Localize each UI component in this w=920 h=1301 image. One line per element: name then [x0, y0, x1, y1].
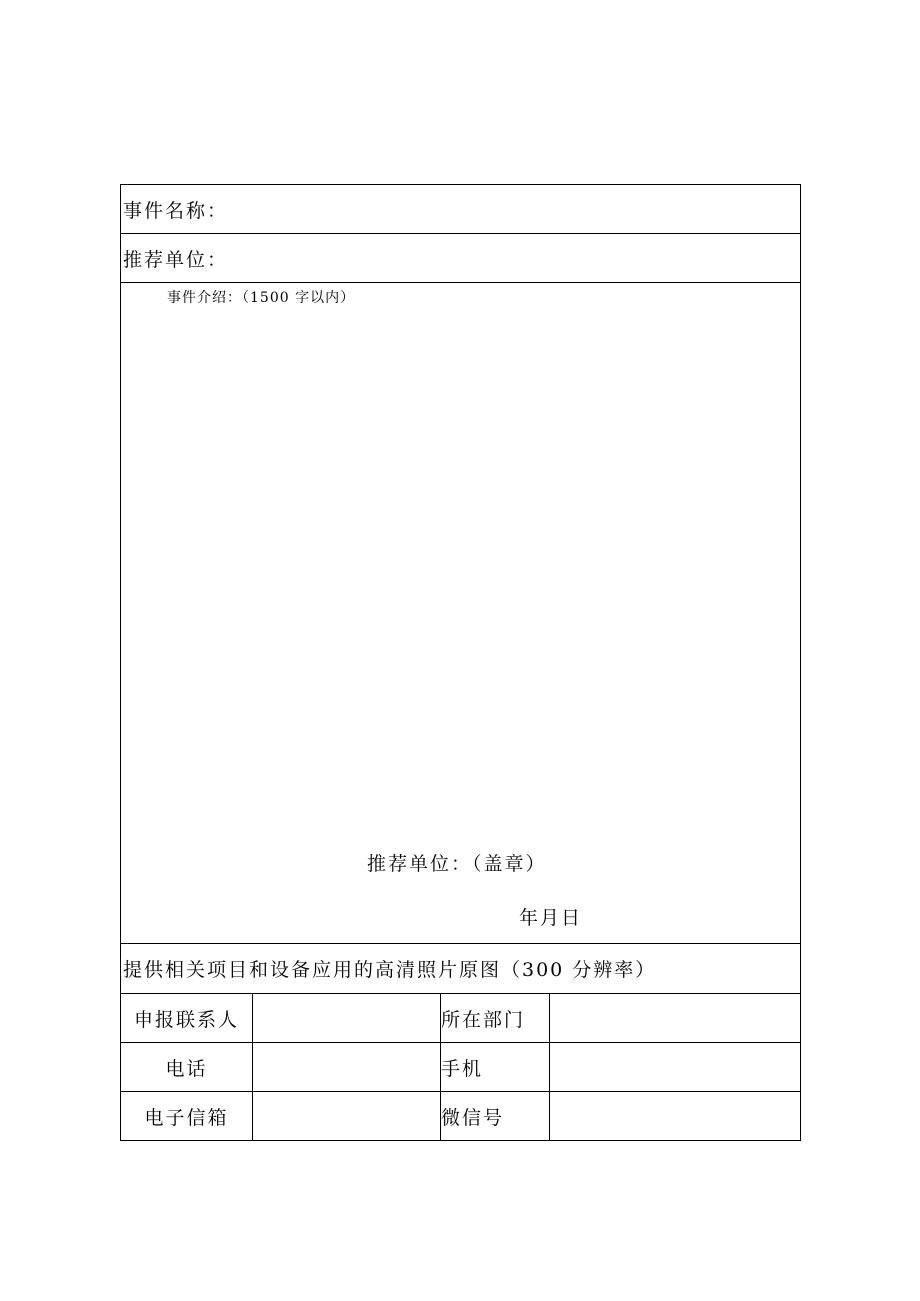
phone-input[interactable]: [253, 1043, 441, 1092]
phone-label: 电话: [121, 1043, 253, 1092]
contact-row-1: [121, 994, 801, 1043]
wechat-label: 微信号: [441, 1092, 550, 1141]
recommender-label: 推荐单位：: [123, 248, 229, 271]
contact-person-input[interactable]: [253, 994, 441, 1043]
intro-label: 事件介绍：（1500 字以内）: [167, 290, 356, 306]
recommender-row: [121, 234, 801, 283]
mobile-label: 手机: [441, 1043, 550, 1092]
department-label: 所在部门: [441, 994, 550, 1043]
photo-note-row: [121, 944, 801, 994]
email-input[interactable]: [253, 1092, 441, 1141]
contact-row-3: [121, 1092, 801, 1141]
event-name-label: 事件名称：: [123, 199, 229, 222]
event-name-row: [121, 185, 801, 234]
email-label: 电子信箱: [121, 1092, 253, 1141]
contact-person-label: 申报联系人: [121, 994, 253, 1043]
event-recommendation-form: [120, 184, 801, 1141]
department-input[interactable]: [550, 994, 801, 1043]
photo-note: 提供相关项目和设备应用的高清照片原图（300 分辨率）: [121, 944, 801, 994]
contact-row-2: [121, 1043, 801, 1092]
recommender-field[interactable]: [121, 234, 801, 283]
date-label: 年月日: [519, 907, 583, 929]
event-name-field[interactable]: [121, 185, 801, 234]
intro-field[interactable]: [121, 283, 801, 944]
intro-row: [121, 283, 801, 944]
mobile-input[interactable]: [550, 1043, 801, 1092]
wechat-input[interactable]: [550, 1092, 801, 1141]
seal-label: 推荐单位：（盖章）: [367, 853, 547, 875]
